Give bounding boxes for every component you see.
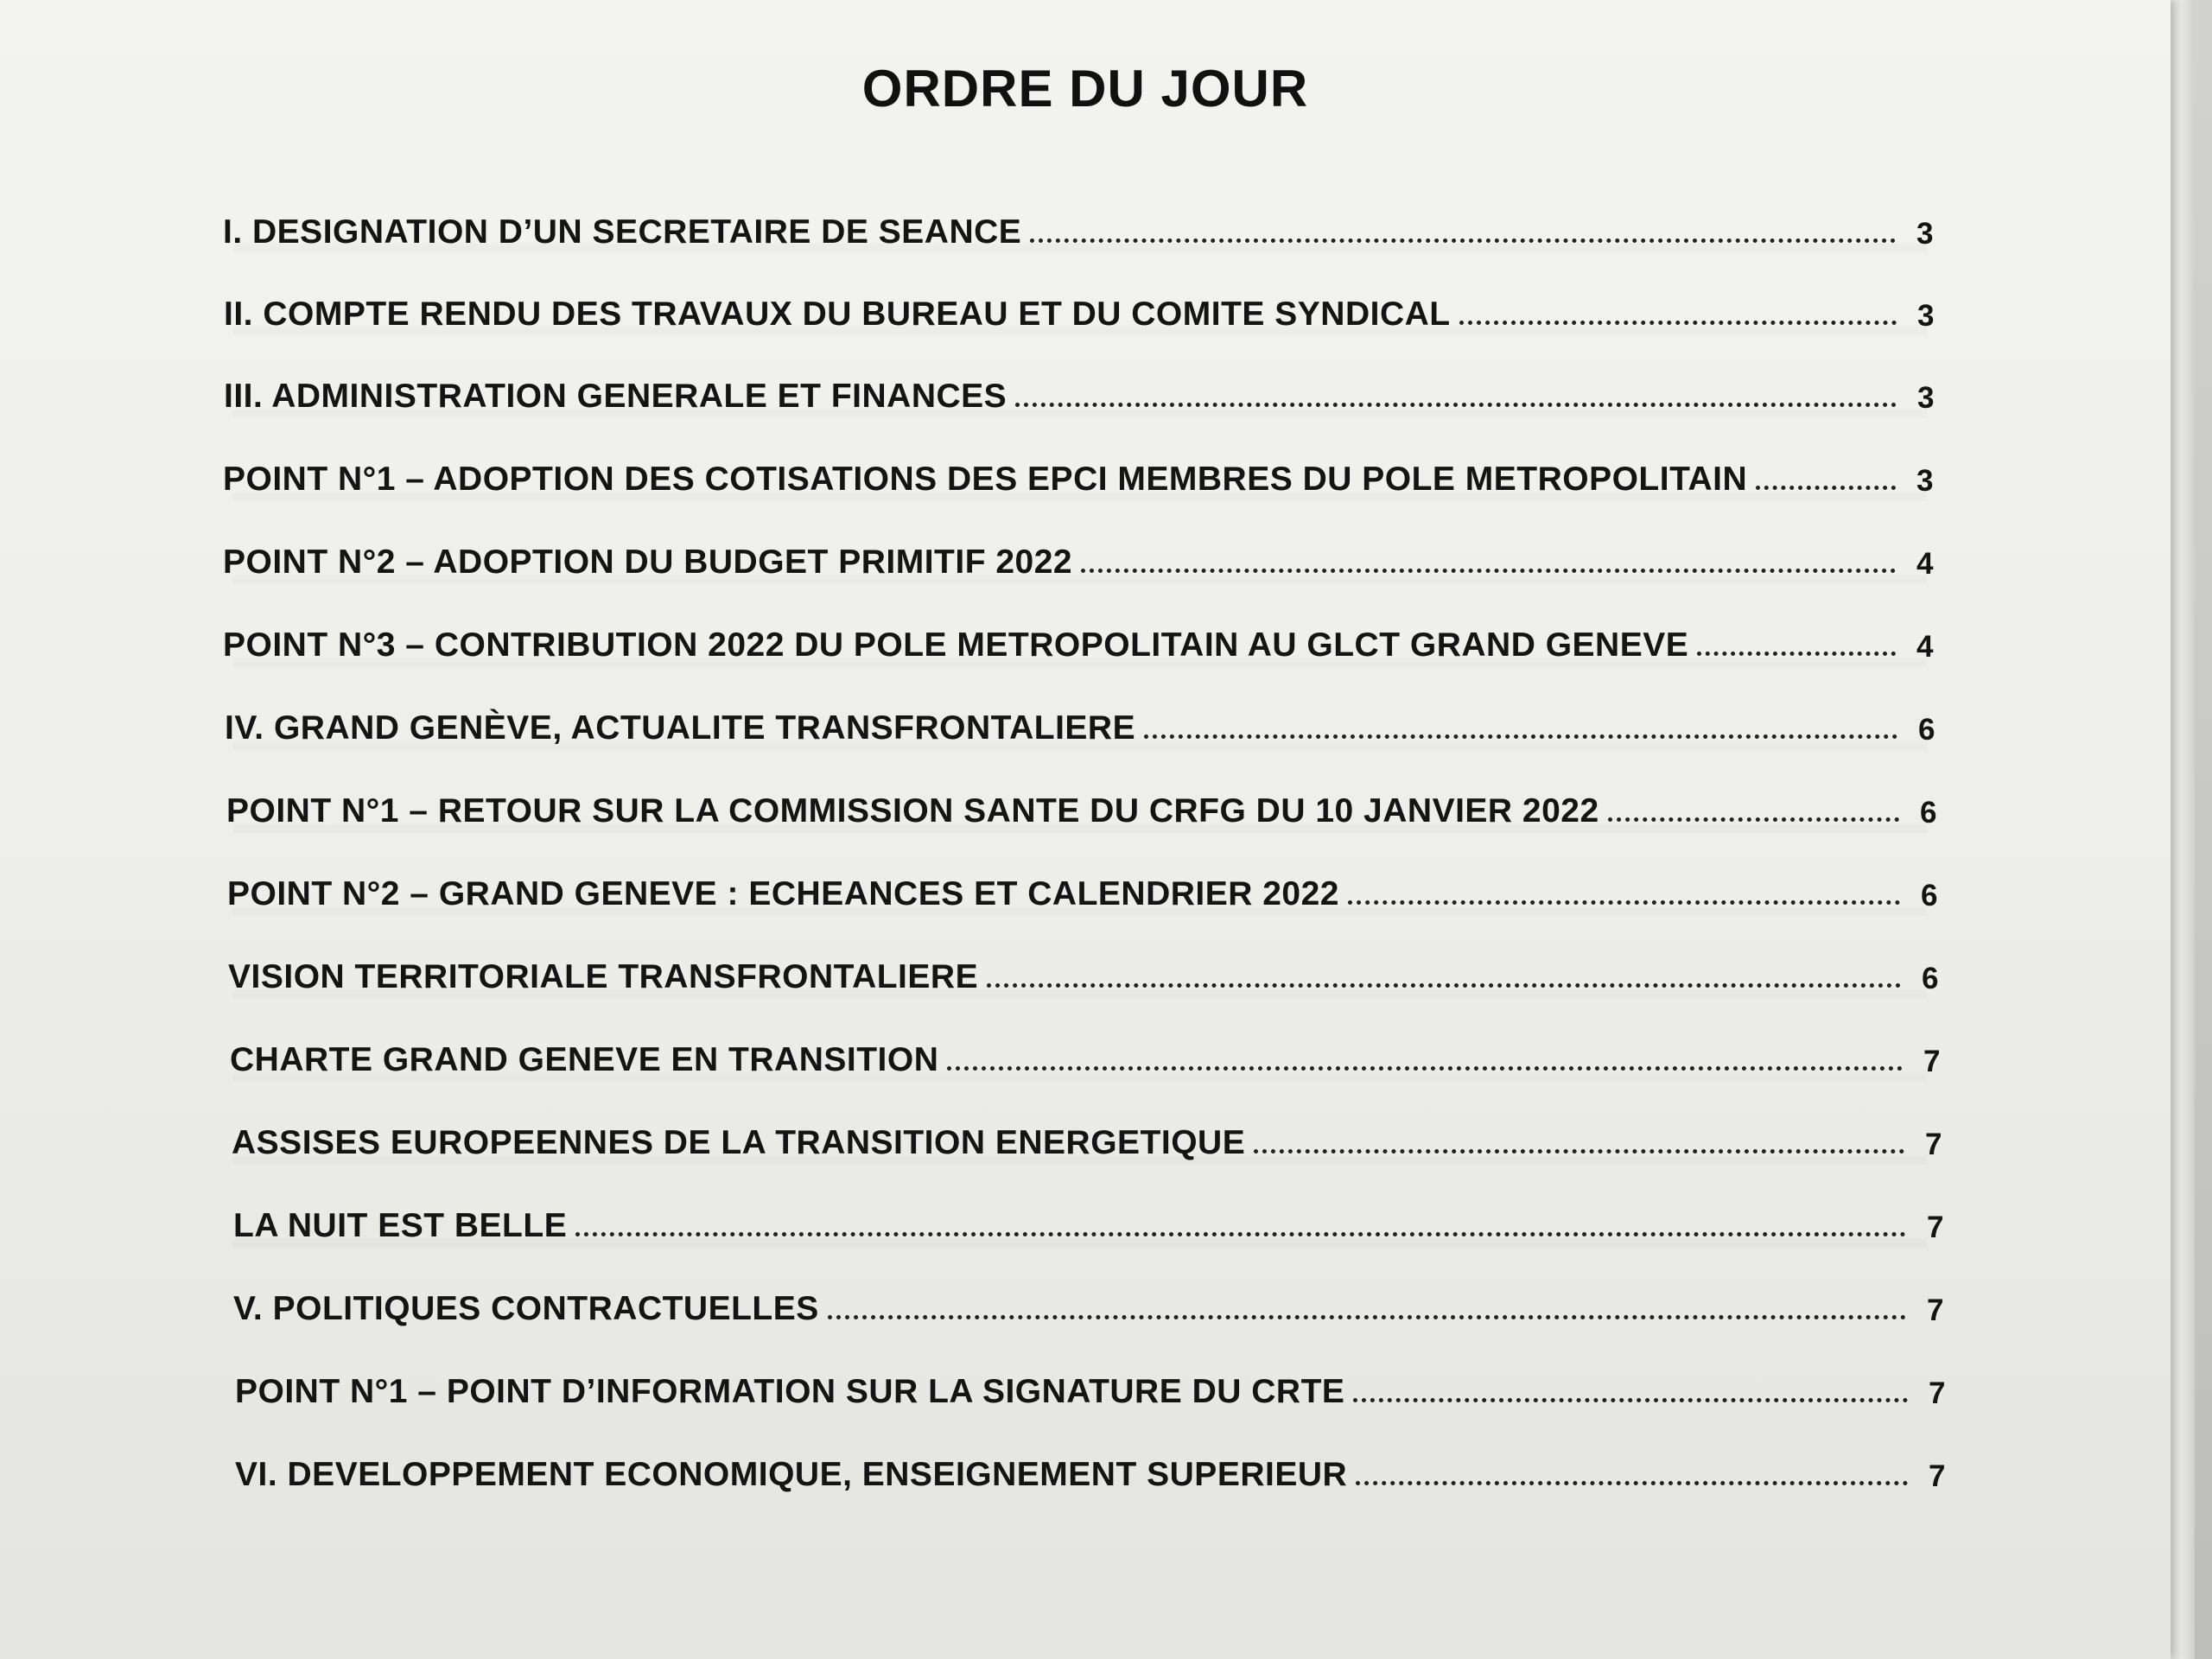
toc-entry-title: ASSISES EUROPEENNES DE LA TRANSITION ENERGETIQUE	[232, 1124, 1246, 1161]
toc-entry-title: POINT N°2 – ADOPTION DU BUDGET PRIMITIF 2022	[223, 543, 1073, 581]
toc-entry-page: 3	[1917, 299, 1935, 333]
toc-entry-title: POINT N°2 – GRAND GENEVE : ECHEANCES ET CALENDRIER 2022	[227, 875, 1340, 912]
dot-leader	[1254, 1148, 1904, 1154]
dot-leader	[575, 1231, 1906, 1236]
dot-leader	[1756, 485, 1896, 490]
dot-leader	[1081, 568, 1896, 573]
toc-entry	[223, 527, 1934, 579]
toc-entry-title: POINT N°1 – ADOPTION DES COTISATIONS DES EPCI MEMBRES DU POLE METROPOLITAIN	[223, 461, 1748, 498]
toc-entry	[233, 1191, 1944, 1243]
toc-entry-title: VI. DEVELOPPEMENT ECONOMIQUE, ENSEIGNEMENT SUPERIEUR	[235, 1456, 1348, 1493]
toc-entry-title: POINT N°3 – CONTRIBUTION 2022 DU POLE METROPOLITAIN AU GLCT GRAND GENEVE	[223, 626, 1689, 664]
dot-leader	[987, 982, 1901, 988]
toc-entry-title: I. DESIGNATION D’UN SECRETAIRE DE SEANCE	[223, 213, 1022, 251]
toc-entry	[226, 776, 1937, 828]
toc-entry	[224, 279, 1935, 331]
toc-entry-title: IV. GRAND GENÈVE, ACTUALITE TRANSFRONTALIERE	[225, 709, 1136, 747]
toc-entry-page: 7	[1925, 1128, 1942, 1161]
dot-leader	[1459, 320, 1897, 325]
toc-entry	[230, 1025, 1941, 1077]
dot-leader	[1608, 817, 1899, 822]
toc-entry-title: POINT N°1 – POINT D’INFORMATION SUR LA SIGNATURE DU CRTE	[235, 1373, 1345, 1410]
toc-entry	[235, 1440, 1946, 1491]
dot-leader	[1030, 238, 1896, 243]
toc-entry	[223, 610, 1934, 662]
toc-entry	[225, 693, 1936, 745]
toc-entry-page: 3	[1916, 217, 1934, 251]
toc-entry	[223, 197, 1934, 249]
dot-leader	[1144, 734, 1897, 739]
toc-entry	[223, 444, 1934, 496]
toc-entry	[224, 361, 1935, 413]
toc-entry-page: 3	[1917, 381, 1935, 415]
toc-entry-title: VISION TERRITORIALE TRANSFRONTALIERE	[228, 958, 979, 995]
page-title: ORDRE DU JOUR	[861, 60, 1309, 118]
toc-entry-page: 7	[1927, 1294, 1944, 1327]
dot-leader	[1356, 1480, 1908, 1485]
toc-entry-page: 6	[1922, 962, 1939, 995]
dot-leader	[828, 1314, 1906, 1319]
dot-leader	[1348, 899, 1900, 905]
toc-entry-title: CHARTE GRAND GENEVE EN TRANSITION	[230, 1041, 939, 1078]
toc-entry-page: 7	[1929, 1459, 1946, 1493]
toc-entry	[232, 1108, 1942, 1160]
dot-leader	[947, 1065, 1903, 1071]
toc-entry-page: 7	[1929, 1376, 1946, 1410]
toc-entry-page: 7	[1923, 1045, 1941, 1078]
toc-entry-page: 6	[1920, 796, 1937, 830]
toc-entry-page: 4	[1916, 630, 1934, 664]
toc-entry-page: 6	[1918, 713, 1936, 747]
dot-leader	[1697, 651, 1896, 656]
toc-entry-title: V. POLITIQUES CONTRACTUELLES	[233, 1290, 819, 1327]
toc-entry	[227, 859, 1938, 911]
toc-entry-title: II. COMPTE RENDU DES TRAVAUX DU BUREAU ET DU COMITE SYNDICAL	[224, 296, 1451, 333]
toc-entry-page: 4	[1916, 547, 1934, 581]
toc-entry	[228, 942, 1939, 994]
dot-leader	[1353, 1397, 1908, 1402]
toc-entry-page: 3	[1916, 464, 1934, 498]
dot-leader	[1015, 402, 1897, 407]
toc-entry	[235, 1357, 1946, 1408]
toc-entry-title: III. ADMINISTRATION GENERALE ET FINANCES	[224, 378, 1007, 415]
toc-entry-page: 6	[1921, 879, 1938, 912]
toc-entry-page: 7	[1927, 1211, 1944, 1244]
toc-entry	[233, 1274, 1944, 1325]
toc-entry-title: POINT N°1 – RETOUR SUR LA COMMISSION SANTE DU CRFG DU 10 JANVIER 2022	[226, 792, 1599, 830]
toc-entry-title: LA NUIT EST BELLE	[233, 1207, 568, 1244]
